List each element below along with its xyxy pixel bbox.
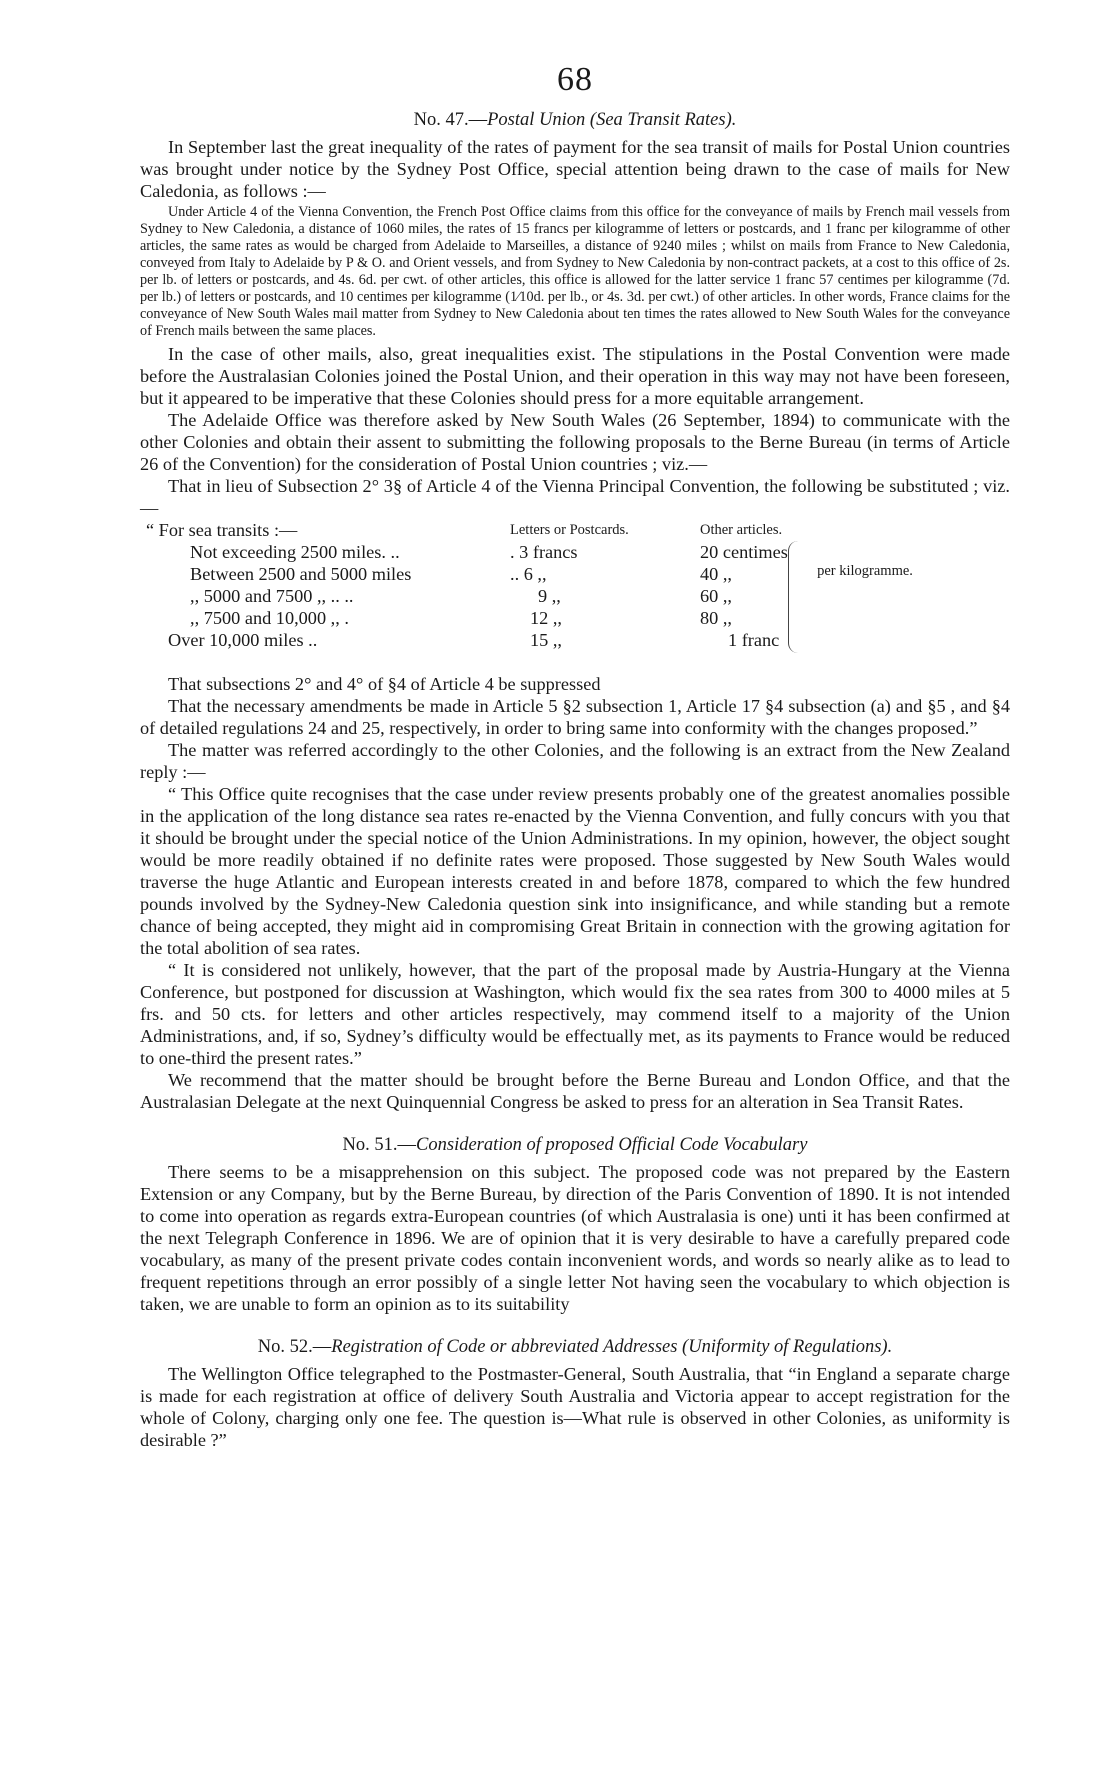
rates-row [140, 607, 920, 629]
section-52-heading [140, 1335, 1010, 1359]
rates-per-kilogramme: per kilogramme. [817, 563, 913, 579]
section-47-paragraph-4: That in lieu of Subsection 2° 3§ of Article 4 of the Vienna Principal Convention, the following be substituted ; viz.— [140, 476, 1010, 518]
rates-range: Between 2500 and 5000 miles [190, 564, 412, 584]
document-page [140, 60, 1010, 1451]
section-47-number: No. 47.— [413, 110, 488, 130]
rates-range: ,, 7500 and 10,000 ,, . [190, 608, 349, 628]
section-47-paragraph-7: The matter was referred accordingly to the other Colonies, and the following is an extract from the New Zealand reply :— [140, 740, 1010, 782]
section-47-paragraph-10: We recommend that the matter should be brought before the Berne Bureau and London Office, and that the Australasian Delegate at the next Quinquennial Congress be asked to press for an alteration in Sea Transit Rates. [140, 1070, 1010, 1112]
rates-column-other: Other articles. [700, 522, 783, 538]
rates-letters: 12 ,, [530, 608, 562, 628]
rates-other: 40 ,, [700, 564, 732, 584]
section-52-number: No. 52.— [257, 1337, 332, 1357]
section-51-number: No. 51.— [342, 1135, 417, 1155]
rates-intro: “ For sea transits :— [146, 520, 298, 540]
rates-brace [788, 541, 803, 653]
section-51-heading [140, 1133, 1010, 1157]
section-47-paragraph-9: “ It is considered not unlikely, however, that the part of the proposal made by Austria-Hungary at the Vienna Conference, but postponed for discussion at Washington, which would fix the sea rates from 300 to 4000 miles at 5 frs. and 50 cts. for letters and other articles respectively, may commend itself to a majority of the Union Administrations, and, if so, Sydney’s difficulty would be effectually met, as its payments to France would be reduced to one-third the present rates.” [140, 960, 1010, 1068]
section-47-paragraph-6: That the necessary amendments be made in Article 5 §2 subsection 1, Article 17 §4 subsection (a) and §5 , and §4 of detailed regulations 24 and 25, respectively, in order to bring same into conformity with the changes proposed.” [140, 696, 1010, 738]
section-47-paragraph-2: In the case of other mails, also, great inequalities exist. The stipulations in the Postal Convention were made before the Australasian Colonies joined the Postal Union, and their operation in this way may not have been foreseen, but it appeared to be imperative that these Colonies should press for a more equitable arrangement. [140, 344, 1010, 408]
rates-other: 1 franc [728, 630, 780, 650]
rates-row [140, 541, 920, 563]
rates-other: 60 ,, [700, 586, 732, 606]
rates-letters: 15 ,, [530, 630, 562, 650]
section-47-title: Postal Union (Sea Transit Rates). [487, 110, 737, 130]
section-47-quote: Under Article 4 of the Vienna Convention, the French Post Office claims from this office for the conveyance of mails by French mail vessels from Sydney to New Caledonia, a distance of 1060 miles, the rates of 15 francs per kilogramme of letters or postcards, and 1 franc per kilogramme of other articles, the same rates as would be charged from Adelaide to Marseilles, a distance of 9240 miles ; whilst on mails from France to New Caledonia, conveyed from Italy to Adelaide by P & O. and Orient vessels, and from Sydney to New Caledonia by non-contract packets, at a cost to this office of 2s. per lb. of letters or postcards, and 4s. 6d. per cwt. of other articles, this office is allowed for the latter service 1 franc 57 centimes per kilogramme (7d. per lb.) of letters or postcards, and 10 centimes per kilogramme (1⁄10d. per lb., or 4s. 3d. per cwt.) of other articles. In other words, France claims for the conveyance of New South Wales mail matter from Sydney to New Caledonia about ten times the rates allowed to New South Wales for the conveyance of French mails between the same places. [140, 204, 1010, 339]
rates-other: 80 ,, [700, 608, 732, 628]
section-52-paragraph-1: The Wellington Office telegraphed to the Postmaster-General, South Australia, that “in England a separate charge is made for each registration at office of delivery South Australia and Victoria appear to accept registration for the whole of Colony, charging only one fee. The question is—What rule is observed in other Colonies, as uniformity is desirable ?” [140, 1364, 1010, 1450]
section-47-paragraph-5: That subsections 2° and 4° of §4 of Article 4 be suppressed [168, 674, 601, 694]
rates-letters: .. 6 ,, [510, 564, 547, 584]
rates-range: Not exceeding 2500 miles. .. [190, 542, 400, 562]
section-47-paragraph-8: “ This Office quite recognises that the case under review presents probably one of the greatest anomalies possible in the application of the long distance sea rates re-enacted by the Vienna Convention, and fully concurs with you that it should be brought under the special notice of the Union Administrations. In my opinion, however, the object sought would be more readily obtained if no definite rates were proposed. Those suggested by New South Wales would traverse the huge Atlantic and European interests created in and before 1878, compared to which the few hundred pounds involved by the Sydney-New Caledonia question sink into insignificance, and while standing but a remote chance of being accepted, they might aid in compromising Great Britain in connection with the growing agitation for the total abolition of sea rates. [140, 784, 1010, 958]
rates-column-letters: Letters or Postcards. [510, 522, 629, 538]
rates-range: Over 10,000 miles .. [168, 630, 318, 650]
rates-row [140, 629, 920, 651]
section-51-title: Consideration of proposed Official Code Vocabulary [416, 1135, 808, 1155]
sea-transit-rates-table [140, 519, 1010, 673]
rates-range: ,, 5000 and 7500 ,, .. .. [190, 586, 354, 606]
rates-other: 20 centimes [700, 542, 788, 562]
section-47-paragraph-3: The Adelaide Office was therefore asked by New South Wales (26 September, 1894) to communicate with the other Colonies and obtain their assent to submitting the following proposals to the Berne Bureau (in terms of Article 26 of the Convention) for the consideration of Postal Union countries ; viz.— [140, 410, 1010, 474]
section-47-paragraph-1: In September last the great inequality of the rates of payment for the sea transit of mails for Postal Union countries was brought under notice by the Sydney Post Office, special attention being drawn to the case of mails for New Caledonia, as follows :— [140, 137, 1010, 201]
section-52-title: Registration of Code or abbreviated Addresses (Uniformity of Regulations). [331, 1337, 893, 1357]
rates-letters: . 3 francs [510, 542, 578, 562]
rates-letters: 9 ,, [538, 586, 561, 606]
rates-row [140, 585, 920, 607]
page-number: 68 [557, 61, 593, 98]
section-47-heading [140, 108, 1010, 132]
section-51-paragraph-1: There seems to be a misapprehension on this subject. The proposed code was not prepared by the Eastern Extension or any Company, but by the Berne Bureau, by direction of the Paris Convention of 1890. It is not intended to come into operation as regards extra-European countries (of which Australasia is one) unti it has been confirmed at the next Telegraph Conference in 1896. We are of opinion that it is very desirable to have a carefully prepared code vocabulary, as many of the present private codes contain inconvenient words, and words so nearly alike as to lead to frequent repetitions through an error possibly of a single letter Not having seen the vocabulary to which objection is taken, we are unable to form an opinion as to its suitability [140, 1162, 1010, 1314]
rates-row [140, 563, 920, 585]
